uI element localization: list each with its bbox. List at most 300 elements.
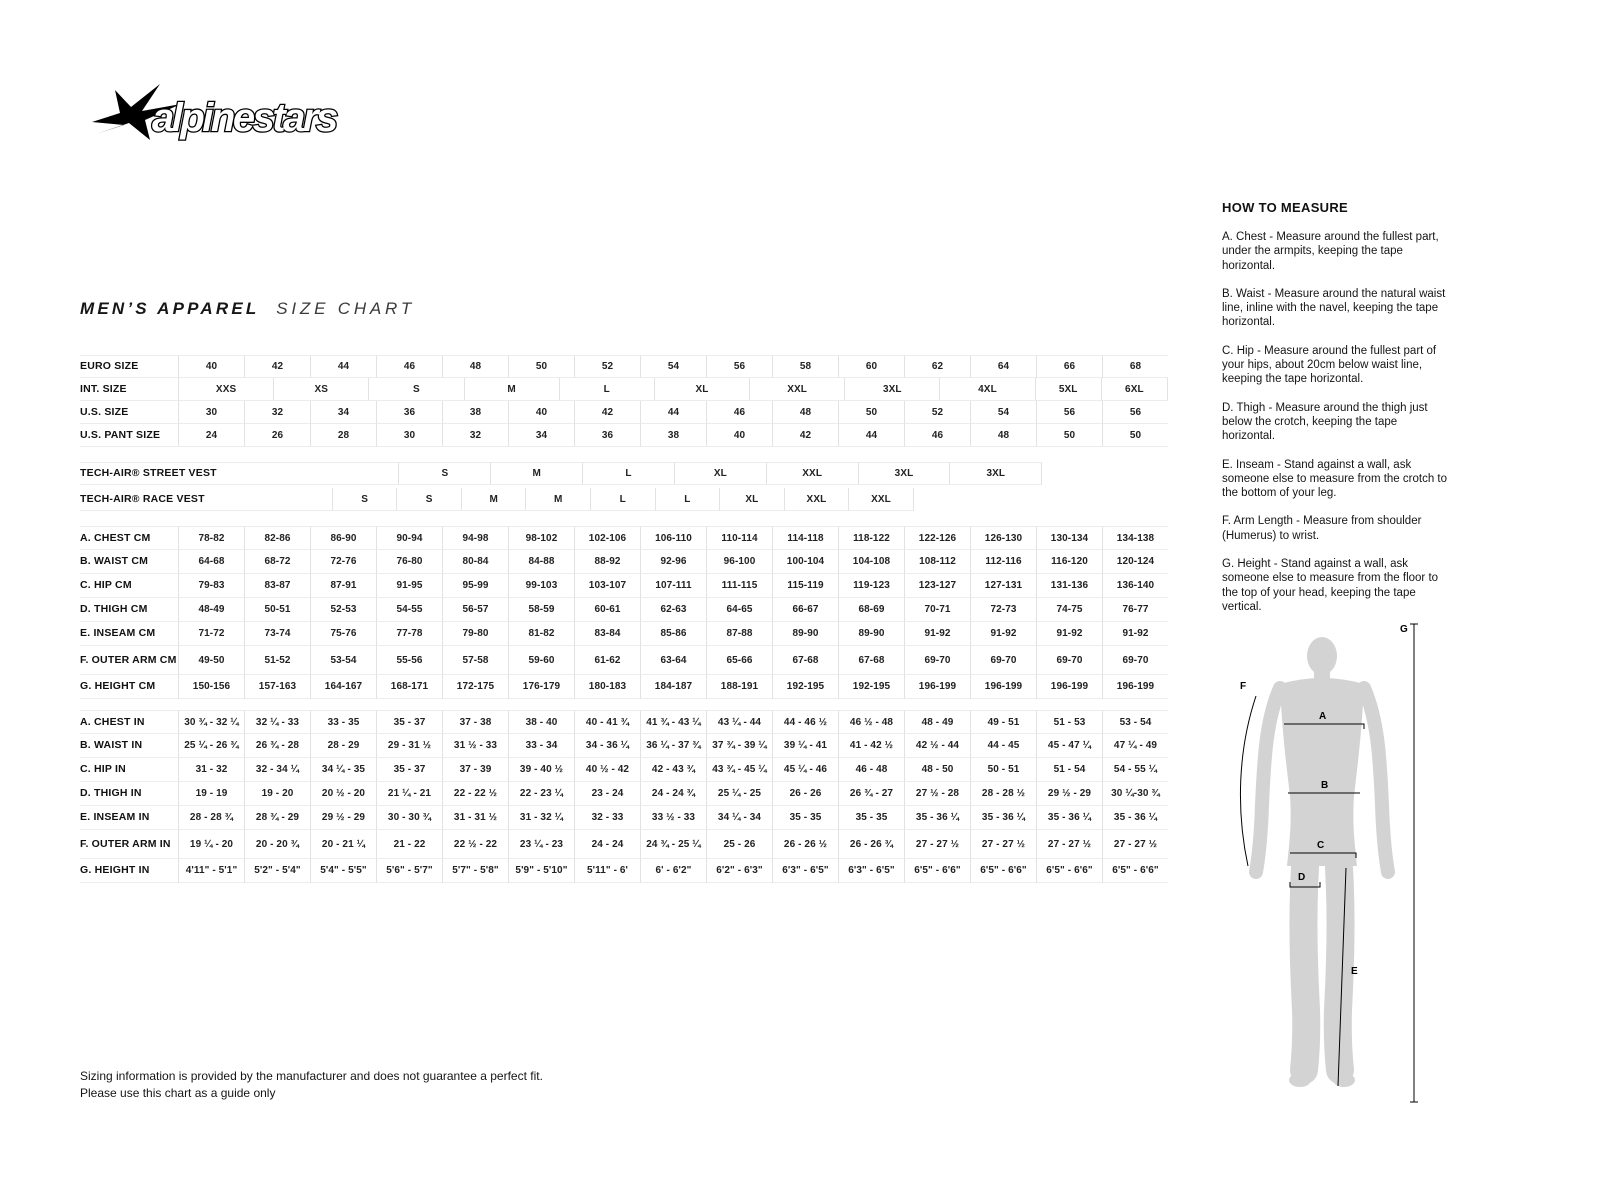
cell: 114-118 <box>772 526 838 550</box>
cell: 54 <box>640 355 706 378</box>
row-label: G. HEIGHT IN <box>80 859 178 883</box>
cell: 34 ¼ - 34 <box>706 806 772 830</box>
cell: 25 ¼ - 26 ¾ <box>178 734 244 758</box>
cell: 56-57 <box>442 598 508 622</box>
cell: XL <box>719 488 784 511</box>
cell: 92-96 <box>640 550 706 574</box>
cell: 30 ¼-30 ¾ <box>1102 782 1168 806</box>
cell: 46 - 48 <box>838 758 904 782</box>
cell: 60 <box>838 355 904 378</box>
cell: 42 - 43 ¾ <box>640 758 706 782</box>
cell: 35 - 36 ¼ <box>970 806 1036 830</box>
cell: 48 <box>970 424 1036 447</box>
cell: 53 - 54 <box>1102 710 1168 734</box>
cell: 91-92 <box>1102 622 1168 646</box>
cell: 32 ¼ - 33 <box>244 710 310 734</box>
page-title <box>80 299 415 319</box>
cell: 112-116 <box>970 550 1036 574</box>
cell: 28 - 28 ½ <box>970 782 1036 806</box>
cell: 5'6" - 5'7" <box>376 859 442 883</box>
footer-line-1: Sizing information is provided by the manufacturer and does not guarantee a perfect fit. <box>80 1069 543 1083</box>
cell: 49 - 51 <box>970 710 1036 734</box>
cell: 50 <box>838 401 904 424</box>
figure-label-d: D <box>1298 872 1306 883</box>
cell: 68 <box>1102 355 1168 378</box>
cell: 90-94 <box>376 526 442 550</box>
cell: 4XL <box>939 378 1034 401</box>
table-row <box>80 806 1168 830</box>
cell: 42 ½ - 44 <box>904 734 970 758</box>
cell: 6'3" - 6'5" <box>838 859 904 883</box>
cell: 27 - 27 ½ <box>904 830 970 859</box>
cell: 45 - 47 ¼ <box>1036 734 1102 758</box>
cell: M <box>525 488 590 511</box>
cell: 87-91 <box>310 574 376 598</box>
logo-wordmark: alpinestars <box>152 96 336 140</box>
cell: 76-80 <box>376 550 442 574</box>
cell: 4'11" - 5'1" <box>178 859 244 883</box>
cell: 188-191 <box>706 675 772 699</box>
how-to-measure-paragraph: B. Waist - Measure around the natural waist line, inline with the navel, keeping the tape horizontal. <box>1222 287 1446 329</box>
row-label: E. INSEAM CM <box>80 622 178 646</box>
cell: 70-71 <box>904 598 970 622</box>
table-row <box>80 462 1168 485</box>
title-main: MEN’S APPAREL <box>80 299 260 318</box>
table-row <box>80 550 1168 574</box>
cell: 91-92 <box>904 622 970 646</box>
cell: L <box>655 488 720 511</box>
cell: 50 - 51 <box>970 758 1036 782</box>
cell: 32 - 33 <box>574 806 640 830</box>
cell: 36 <box>574 424 640 447</box>
cell: 51-52 <box>244 646 310 675</box>
cell: 27 ½ - 28 <box>904 782 970 806</box>
cell: 77-78 <box>376 622 442 646</box>
cell: 34 <box>508 424 574 447</box>
cell: 39 - 40 ½ <box>508 758 574 782</box>
cell: 99-103 <box>508 574 574 598</box>
cell: 80-84 <box>442 550 508 574</box>
cell: 5'4" - 5'5" <box>310 859 376 883</box>
cell: 19 ¼ - 20 <box>178 830 244 859</box>
cell: S <box>368 378 463 401</box>
row-label: EURO SIZE <box>80 355 178 378</box>
cell: 84-88 <box>508 550 574 574</box>
cell: 50 <box>508 355 574 378</box>
cell: 52 <box>574 355 640 378</box>
cell: 59-60 <box>508 646 574 675</box>
cell: 21 ¼ - 21 <box>376 782 442 806</box>
cell: 5XL <box>1035 378 1101 401</box>
row-label: D. THIGH CM <box>80 598 178 622</box>
cell: 46 <box>376 355 442 378</box>
cell: 79-83 <box>178 574 244 598</box>
table-row <box>80 859 1168 883</box>
cell: 24 ¾ - 25 ¼ <box>640 830 706 859</box>
how-to-measure-paragraph: F. Arm Length - Measure from shoulder (Humerus) to wrist. <box>1222 515 1422 542</box>
cell: 53-54 <box>310 646 376 675</box>
cell: 83-84 <box>574 622 640 646</box>
cell: 68-69 <box>838 598 904 622</box>
cell: 30 <box>376 424 442 447</box>
cell: 6XL <box>1101 378 1168 401</box>
cell: 108-112 <box>904 550 970 574</box>
table-row <box>80 675 1168 699</box>
table-row <box>80 424 1168 447</box>
cell: 91-92 <box>970 622 1036 646</box>
measure-line-height <box>1410 624 1418 1102</box>
cell: 40 <box>508 401 574 424</box>
cell: 86-90 <box>310 526 376 550</box>
cell: 28 <box>310 424 376 447</box>
cell: 58-59 <box>508 598 574 622</box>
table-row <box>80 830 1168 859</box>
cell: 89-90 <box>772 622 838 646</box>
cell: L <box>590 488 655 511</box>
cell: 157-163 <box>244 675 310 699</box>
cell: 24 - 24 <box>574 830 640 859</box>
cell: 6'5" - 6'6" <box>904 859 970 883</box>
cell: 6'3" - 6'5" <box>772 859 838 883</box>
cell: 98-102 <box>508 526 574 550</box>
cell: 75-76 <box>310 622 376 646</box>
cell: 64-68 <box>178 550 244 574</box>
cell: 111-115 <box>706 574 772 598</box>
cell: 196-199 <box>904 675 970 699</box>
cell: 23 ¼ - 23 <box>508 830 574 859</box>
cell: 26 ¾ - 27 <box>838 782 904 806</box>
cell: 196-199 <box>970 675 1036 699</box>
cell: XL <box>674 462 766 485</box>
footer-line-2: Please use this chart as a guide only <box>80 1086 276 1100</box>
row-label: U.S. PANT SIZE <box>80 424 178 447</box>
cell: 184-187 <box>640 675 706 699</box>
cell: 127-131 <box>970 574 1036 598</box>
cell: 115-119 <box>772 574 838 598</box>
cell: 74-75 <box>1036 598 1102 622</box>
cell: 26 ¾ - 28 <box>244 734 310 758</box>
cell: 3XL <box>949 462 1042 485</box>
cell: 27 - 27 ½ <box>1036 830 1102 859</box>
cell: 176-179 <box>508 675 574 699</box>
cell: 67-68 <box>838 646 904 675</box>
cell: 38 <box>640 424 706 447</box>
cell: 33 - 34 <box>508 734 574 758</box>
cell: 172-175 <box>442 675 508 699</box>
cell: 56 <box>1036 401 1102 424</box>
cell: 34 ¼ - 35 <box>310 758 376 782</box>
cell: 31 - 32 <box>178 758 244 782</box>
cell: 104-108 <box>838 550 904 574</box>
cell: 43 ¼ - 44 <box>706 710 772 734</box>
cell: 69-70 <box>904 646 970 675</box>
title-sub: SIZE CHART <box>276 299 416 318</box>
cell: 45 ¼ - 46 <box>772 758 838 782</box>
cell: 42 <box>772 424 838 447</box>
cell: 32 <box>244 401 310 424</box>
cell: 88-92 <box>574 550 640 574</box>
how-to-measure <box>1222 200 1452 628</box>
row-label: TECH-AIR® STREET VEST <box>80 462 217 485</box>
cell: 44 - 45 <box>970 734 1036 758</box>
row-label: TECH-AIR® RACE VEST <box>80 488 205 511</box>
cell: 40 <box>706 424 772 447</box>
cell: 26 <box>244 424 310 447</box>
cell: 41 - 42 ½ <box>838 734 904 758</box>
cell: 32 - 34 ¼ <box>244 758 310 782</box>
cell: 5'9" - 5'10" <box>508 859 574 883</box>
cell: 79-80 <box>442 622 508 646</box>
cell: 28 - 29 <box>310 734 376 758</box>
cell: XS <box>273 378 368 401</box>
body-figure <box>1222 610 1427 1115</box>
cell: 25 ¼ - 25 <box>706 782 772 806</box>
cell: 64-65 <box>706 598 772 622</box>
row-label: E. INSEAM IN <box>80 806 178 830</box>
cell: L <box>559 378 654 401</box>
cell: 46 <box>706 401 772 424</box>
cell: 30 <box>178 401 244 424</box>
cell: 122-126 <box>904 526 970 550</box>
cell: 28 - 28 ¾ <box>178 806 244 830</box>
cell: 5'11" - 6' <box>574 859 640 883</box>
cell: 29 ½ - 29 <box>310 806 376 830</box>
cell: 34 <box>310 401 376 424</box>
cell: XXS <box>178 378 273 401</box>
alpinestars-logo <box>84 78 354 153</box>
cell: 54 <box>970 401 1036 424</box>
table-row <box>80 710 1168 734</box>
cell: 58 <box>772 355 838 378</box>
cell: 55-56 <box>376 646 442 675</box>
alpinestars-logo-svg <box>84 78 354 148</box>
row-label: F. OUTER ARM IN <box>80 830 178 859</box>
band-in <box>80 710 1168 883</box>
cell: 102-106 <box>574 526 640 550</box>
cell: 196-199 <box>1036 675 1102 699</box>
cell: 35 - 37 <box>376 710 442 734</box>
cell: XXL <box>784 488 849 511</box>
cell: 35 - 36 ¼ <box>1036 806 1102 830</box>
cell: 48-49 <box>178 598 244 622</box>
figure-label-g: G <box>1400 624 1408 635</box>
cell: XXL <box>766 462 858 485</box>
cell: 56 <box>1102 401 1168 424</box>
cell: 25 - 26 <box>706 830 772 859</box>
cell: 20 - 20 ¾ <box>244 830 310 859</box>
cell: 38 <box>442 401 508 424</box>
cell: 41 ¾ - 43 ¼ <box>640 710 706 734</box>
cell: 126-130 <box>970 526 1036 550</box>
table-row <box>80 622 1168 646</box>
cell: 44 <box>310 355 376 378</box>
cell: 37 ¾ - 39 ¼ <box>706 734 772 758</box>
size-table <box>80 355 1168 883</box>
table-row <box>80 401 1168 424</box>
cell: 32 <box>442 424 508 447</box>
cell: 48 - 49 <box>904 710 970 734</box>
cell: 35 - 37 <box>376 758 442 782</box>
cell: 150-156 <box>178 675 244 699</box>
cell: 66 <box>1036 355 1102 378</box>
cell: M <box>464 378 559 401</box>
cell: S <box>396 488 461 511</box>
cell: 47 ¼ - 49 <box>1102 734 1168 758</box>
cell: 192-195 <box>772 675 838 699</box>
cell: 87-88 <box>706 622 772 646</box>
cell: S <box>398 462 490 485</box>
cell: 6'5" - 6'6" <box>1036 859 1102 883</box>
figure-label-b: B <box>1321 780 1329 791</box>
cell: 40 - 41 ¾ <box>574 710 640 734</box>
table-row <box>80 646 1168 675</box>
cell: 24 <box>178 424 244 447</box>
cell: 130-134 <box>1036 526 1102 550</box>
row-label: INT. SIZE <box>80 378 178 401</box>
cell: 63-64 <box>640 646 706 675</box>
cell: M <box>461 488 526 511</box>
cell: 35 - 36 ¼ <box>1102 806 1168 830</box>
cell: 6'5" - 6'6" <box>1102 859 1168 883</box>
how-to-measure-paragraph: G. Height - Stand against a wall, ask someone else to measure from the floor to the top of your head, keeping the tape vertical. <box>1222 558 1439 613</box>
cell: 107-111 <box>640 574 706 598</box>
cell: 42 <box>574 401 640 424</box>
cell: 69-70 <box>1036 646 1102 675</box>
cell: 119-123 <box>838 574 904 598</box>
cell: 51 - 53 <box>1036 710 1102 734</box>
row-label: B. WAIST IN <box>80 734 178 758</box>
cell: 123-127 <box>904 574 970 598</box>
cell: XL <box>654 378 749 401</box>
cell: 89-90 <box>838 622 904 646</box>
row-label: A. CHEST IN <box>80 710 178 734</box>
how-to-measure-paragraphs <box>1222 230 1452 614</box>
cell: L <box>582 462 674 485</box>
row-label: F. OUTER ARM CM <box>80 646 178 675</box>
cell: 19 - 19 <box>178 782 244 806</box>
row-label: D. THIGH IN <box>80 782 178 806</box>
table-row <box>80 782 1168 806</box>
figure-label-c: C <box>1317 840 1325 851</box>
cell <box>205 488 332 511</box>
body-figure-svg <box>1222 610 1427 1110</box>
cell: 68-72 <box>244 550 310 574</box>
cell: 48 <box>442 355 508 378</box>
cell: 72-73 <box>970 598 1036 622</box>
table-row <box>80 526 1168 550</box>
cell: 61-62 <box>574 646 640 675</box>
cell: 26 - 26 ¾ <box>838 830 904 859</box>
cell: 36 ¼ - 37 ¾ <box>640 734 706 758</box>
cell: 71-72 <box>178 622 244 646</box>
figure-label-e: E <box>1351 966 1358 977</box>
how-to-measure-paragraph: E. Inseam - Stand against a wall, ask someone else to measure from the crotch to the bottom of your leg. <box>1222 458 1447 500</box>
cell: 42 <box>244 355 310 378</box>
cell: 34 - 36 ¼ <box>574 734 640 758</box>
table-row <box>80 734 1168 758</box>
cell: 44 <box>640 401 706 424</box>
footer <box>80 1068 543 1102</box>
cell: 21 - 22 <box>376 830 442 859</box>
cell: 96-100 <box>706 550 772 574</box>
row-label: U.S. SIZE <box>80 401 178 424</box>
cell: 40 ½ - 42 <box>574 758 640 782</box>
cell: 66-67 <box>772 598 838 622</box>
cell: 52-53 <box>310 598 376 622</box>
cell: 46 ½ - 48 <box>838 710 904 734</box>
cell: 38 - 40 <box>508 710 574 734</box>
cell: 43 ¾ - 45 ¼ <box>706 758 772 782</box>
cell: 50 <box>1102 424 1168 447</box>
cell: 192-195 <box>838 675 904 699</box>
cell: 85-86 <box>640 622 706 646</box>
cell: 56 <box>706 355 772 378</box>
cell: 81-82 <box>508 622 574 646</box>
cell: 28 ¾ - 29 <box>244 806 310 830</box>
cell: 29 - 31 ½ <box>376 734 442 758</box>
table-row <box>80 574 1168 598</box>
cell: 83-87 <box>244 574 310 598</box>
cell: 35 - 35 <box>838 806 904 830</box>
cell: 20 ½ - 20 <box>310 782 376 806</box>
cell: 26 - 26 <box>772 782 838 806</box>
row-label: G. HEIGHT CM <box>80 675 178 699</box>
cell <box>217 462 399 485</box>
figure-label-f: F <box>1240 681 1247 692</box>
band-techair <box>80 462 1168 511</box>
cell: 134-138 <box>1102 526 1168 550</box>
cell: 54-55 <box>376 598 442 622</box>
cell: M <box>490 462 582 485</box>
cell: 62 <box>904 355 970 378</box>
cell: 35 - 36 ¼ <box>904 806 970 830</box>
how-to-measure-paragraph: D. Thigh - Measure around the thigh just below the crotch, keeping the tape horizontal. <box>1222 401 1428 443</box>
cell: 72-76 <box>310 550 376 574</box>
row-label: B. WAIST CM <box>80 550 178 574</box>
cell: 33 ½ - 33 <box>640 806 706 830</box>
how-to-measure-heading: HOW TO MEASURE <box>1222 200 1349 215</box>
row-label: C. HIP IN <box>80 758 178 782</box>
cell: 69-70 <box>970 646 1036 675</box>
cell: 100-104 <box>772 550 838 574</box>
cell: 44 - 46 ½ <box>772 710 838 734</box>
cell: 110-114 <box>706 526 772 550</box>
cell: 168-171 <box>376 675 442 699</box>
cell: S <box>332 488 397 511</box>
cell: 24 - 24 ¾ <box>640 782 706 806</box>
cell: 73-74 <box>244 622 310 646</box>
cell: 39 ¼ - 41 <box>772 734 838 758</box>
row-label: C. HIP CM <box>80 574 178 598</box>
cell: 5'7" - 5'8" <box>442 859 508 883</box>
cell: 31 - 32 ¼ <box>508 806 574 830</box>
cell: 50-51 <box>244 598 310 622</box>
cell: 33 - 35 <box>310 710 376 734</box>
cell: 65-66 <box>706 646 772 675</box>
how-to-measure-paragraph: A. Chest - Measure around the fullest part, under the armpits, keeping the tape horizontal. <box>1222 231 1439 272</box>
cell: 51 - 54 <box>1036 758 1102 782</box>
cell: 69-70 <box>1102 646 1168 675</box>
cell: 91-95 <box>376 574 442 598</box>
cell: 27 - 27 ½ <box>1102 830 1168 859</box>
cell: 78-82 <box>178 526 244 550</box>
cell: 180-183 <box>574 675 640 699</box>
band-sizes <box>80 355 1168 447</box>
table-row <box>80 488 1168 511</box>
cell: 29 ½ - 29 <box>1036 782 1102 806</box>
cell: XXL <box>749 378 844 401</box>
cell: 106-110 <box>640 526 706 550</box>
